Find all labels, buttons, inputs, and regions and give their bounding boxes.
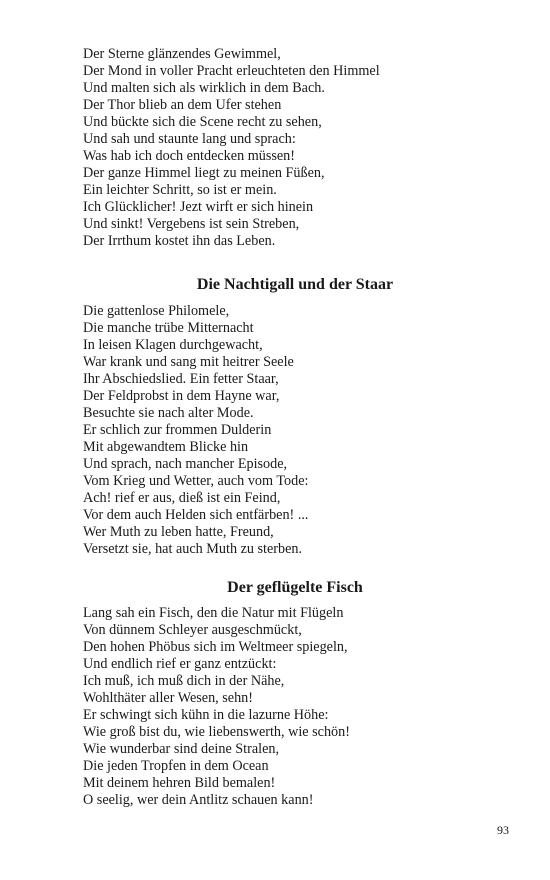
page-number: 93 <box>497 823 509 837</box>
verse-line: Mit deinem hehren Bild bemalen! <box>83 775 276 791</box>
verse-line: Ach! rief er aus, dieß ist ein Feind, <box>83 490 281 506</box>
verse-line: Der ganze Himmel liegt zu meinen Füßen, <box>83 165 325 181</box>
verse-line: Wer Muth zu leben hatte, Freund, <box>83 524 274 540</box>
verse-line: Ein leichter Schritt, so ist er mein. <box>83 182 277 198</box>
verse-line: Den hohen Phöbus sich im Weltmeer spiegeln, <box>83 639 348 655</box>
verse-line: Besuchte sie nach alter Mode. <box>83 405 254 421</box>
verse-line: Ich muß, ich muß dich in der Nähe, <box>83 673 285 689</box>
verse-line: Der Sterne glänzendes Gewimmel, <box>83 46 281 62</box>
verse-line: Die manche trübe Mitternacht <box>83 320 254 336</box>
verse-line: Wie groß bist du, wie liebenswerth, wie schön! <box>83 724 350 740</box>
verse-line: Lang sah ein Fisch, den die Natur mit Flügeln <box>83 605 344 621</box>
verse-line: Und sinkt! Vergebens ist sein Streben, <box>83 216 300 232</box>
verse-line: Er schlich zur frommen Dulderin <box>83 422 272 438</box>
poem-stanza <box>83 303 503 558</box>
verse-line: Von dünnem Schleyer ausgeschmückt, <box>83 622 302 638</box>
verse-line: O seelig, wer dein Antlitz schauen kann! <box>83 792 314 808</box>
verse-line: Vor dem auch Helden sich entfärben! ... <box>83 507 309 523</box>
verse-line: Versetzt sie, hat auch Muth zu sterben. <box>83 541 303 557</box>
verse-line: Ihr Abschiedslied. Ein fetter Staar, <box>83 371 279 387</box>
verse-line: Wie wunderbar sind deine Stralen, <box>83 741 280 757</box>
verse-line: Und sprach, nach mancher Episode, <box>83 456 288 472</box>
verse-line: Und sah und staunte lang und sprach: <box>83 131 296 147</box>
verse-line: Der Feldprobst in dem Hayne war, <box>83 388 280 404</box>
verse-line: Und malten sich als wirklich in dem Bach. <box>83 80 325 96</box>
verse-line: In leisen Klagen durchgewacht, <box>83 337 263 353</box>
verse-line: Was hab ich doch entdecken müssen! <box>83 148 295 164</box>
verse-line: Er schwingt sich kühn in die lazurne Höhe: <box>83 707 329 723</box>
verse-line: Ich Glücklicher! Jezt wirft er sich hinein <box>83 199 314 215</box>
verse-line: Und endlich rief er ganz entzückt: <box>83 656 277 672</box>
verse-line: Mit abgewandtem Blicke hin <box>83 439 249 455</box>
poem-stanza <box>83 605 503 809</box>
poem-title: Die Nachtigall und der Staar <box>196 276 394 293</box>
verse-line: Der Thor blieb an dem Ufer stehen <box>83 97 282 113</box>
verse-line: Und bückte sich die Scene recht zu sehen, <box>83 114 322 130</box>
poem-title: Der geflügelte Fisch <box>227 579 363 596</box>
verse-line: War krank und sang mit heitrer Seele <box>83 354 294 370</box>
verse-line: Die gattenlose Philomele, <box>83 303 230 319</box>
verse-line: Wohlthäter aller Wesen, sehn! <box>83 690 254 706</box>
verse-line: Der Mond in voller Pracht erleuchteten den Himmel <box>83 63 380 79</box>
verse-line: Die jeden Tropfen in dem Ocean <box>83 758 269 774</box>
verse-line: Der Irrthum kostet ihn das Leben. <box>83 233 276 249</box>
verse-line: Vom Krieg und Wetter, auch vom Tode: <box>83 473 309 489</box>
intro-stanza <box>83 46 503 250</box>
